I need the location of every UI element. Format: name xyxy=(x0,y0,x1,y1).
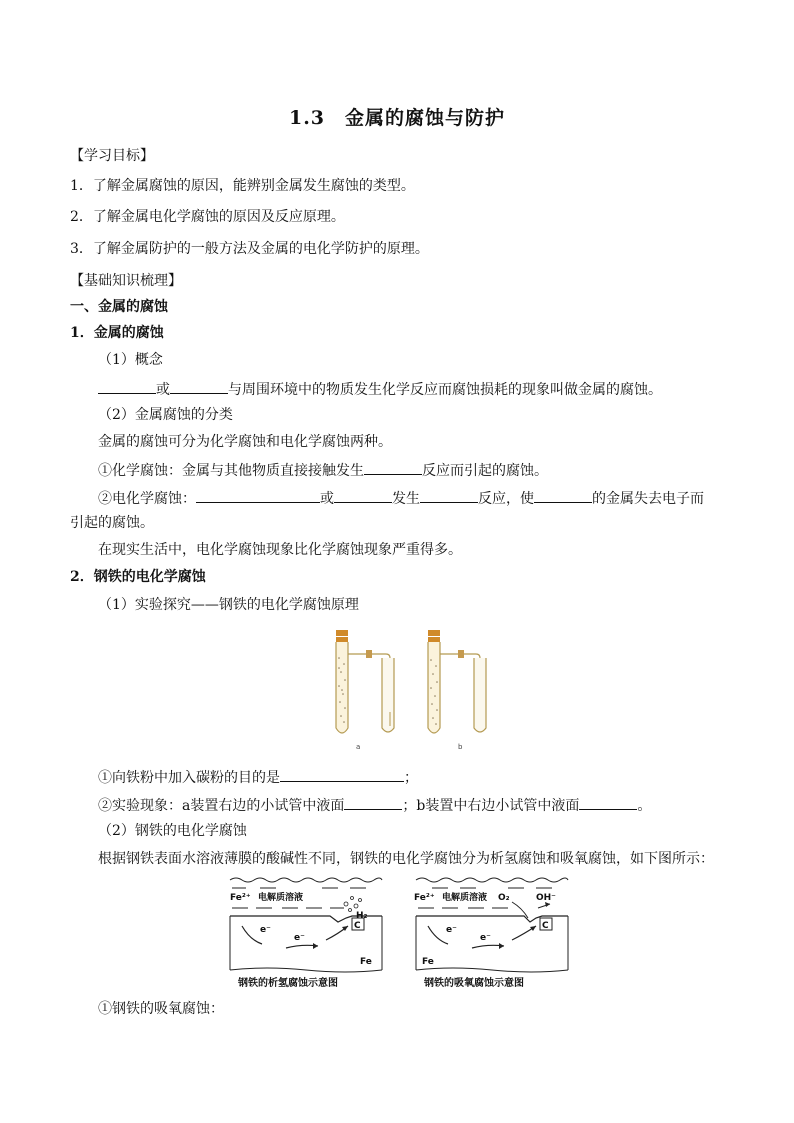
real-life-text: 在现实生活中，电化学腐蚀现象比化学腐蚀现象严重得多。 xyxy=(98,542,462,558)
question-1: ①向铁粉中加入碳粉的目的是 ； xyxy=(98,766,418,788)
electrochemical-corrosion-continued: 引起的腐蚀。 xyxy=(70,515,154,531)
subsection2-heading: 2．钢铁的电化学腐蚀 xyxy=(70,569,206,585)
question-2: ②实验现象：a装置右边的小试管中液面 ；b装置中右边小试管中液面 。 xyxy=(98,794,651,816)
oxygen-corrosion-diagram xyxy=(412,874,572,992)
diagram-caption: 钢铁的析氢腐蚀示意图 xyxy=(238,978,338,989)
figure-label-a: a xyxy=(356,743,361,751)
fe-label: Fe xyxy=(422,957,434,967)
answer-blank[interactable] xyxy=(196,487,320,503)
answer-blank[interactable] xyxy=(98,378,156,394)
carbon-label: C xyxy=(542,921,549,931)
concept-line: 或 与周围环境中的物质发生化学反应而腐蚀损耗的现象叫做金属的腐蚀。 xyxy=(98,378,662,400)
fe-ion-label: Fe²⁺ xyxy=(230,893,251,903)
electrochemical-corrosion-line: ②电化学腐蚀： 或 发生 反应，使 的金属失去电子而 xyxy=(98,487,704,509)
solution-label: 电解质溶液 xyxy=(258,893,304,903)
basics-heading: 【基础知识梳理】 xyxy=(70,273,182,289)
objective-1: 1．了解金属腐蚀的原因，能辨别金属发生腐蚀的类型。 xyxy=(70,178,415,194)
answer-blank[interactable] xyxy=(344,794,402,810)
answer-blank[interactable] xyxy=(364,459,422,475)
electron-label-1: e⁻ xyxy=(446,925,457,935)
concept-label: （1）概念 xyxy=(98,352,163,368)
figure-label-b: b xyxy=(458,743,463,751)
carbon-label: C xyxy=(354,921,361,931)
answer-blank[interactable] xyxy=(280,766,404,782)
answer-blank[interactable] xyxy=(170,378,228,394)
corrosion-text: 根据钢铁表面水溶液薄膜的酸碱性不同，钢铁的电化学腐蚀分为析氢腐蚀和吸氧腐蚀，如下图所示： xyxy=(98,851,714,867)
apparatus-b xyxy=(428,630,486,733)
objective-2: 2．了解金属电化学腐蚀的原因及反应原理。 xyxy=(70,209,345,225)
diagram-caption: 钢铁的吸氧腐蚀示意图 xyxy=(424,978,524,989)
classification-text: 金属的腐蚀可分为化学腐蚀和电化学腐蚀两种。 xyxy=(98,434,392,450)
fe-label: Fe xyxy=(360,957,372,967)
electron-label-2: e⁻ xyxy=(480,933,491,943)
oxygen-absorption-label: ①钢铁的吸氧腐蚀： xyxy=(98,1001,224,1017)
hydroxide-label: OH⁻ xyxy=(536,893,556,903)
subsection1-heading: 1．金属的腐蚀 xyxy=(70,325,164,341)
electron-label-1: e⁻ xyxy=(260,925,271,935)
corrosion-label: （2）钢铁的电化学腐蚀 xyxy=(98,823,247,839)
solution-label: 电解质溶液 xyxy=(442,893,488,903)
objectives-heading: 【学习目标】 xyxy=(70,148,154,164)
objective-3: 3．了解金属防护的一般方法及金属的电化学防护的原理。 xyxy=(70,241,429,257)
electron-label-2: e⁻ xyxy=(294,933,305,943)
answer-blank[interactable] xyxy=(579,794,637,810)
chemical-corrosion-line: ①化学腐蚀：金属与其他物质直接接触发生 反应而引起的腐蚀。 xyxy=(98,459,548,481)
h2-label: H₂ xyxy=(356,911,368,921)
apparatus-a xyxy=(336,630,394,733)
hydrogen-corrosion-diagram xyxy=(226,874,386,992)
test-tube-apparatus-figure xyxy=(318,628,498,756)
section1-heading: 一、金属的腐蚀 xyxy=(70,299,168,315)
fe-ion-label: Fe²⁺ xyxy=(414,893,435,903)
answer-blank[interactable] xyxy=(534,487,592,503)
answer-blank[interactable] xyxy=(334,487,392,503)
page-title: 1.3 金属的腐蚀与防护 xyxy=(288,107,506,129)
classification-label: （2）金属腐蚀的分类 xyxy=(98,407,233,423)
answer-blank[interactable] xyxy=(420,487,478,503)
experiment-label: （1）实验探究——钢铁的电化学腐蚀原理 xyxy=(98,597,359,613)
o2-label: O₂ xyxy=(498,893,510,903)
